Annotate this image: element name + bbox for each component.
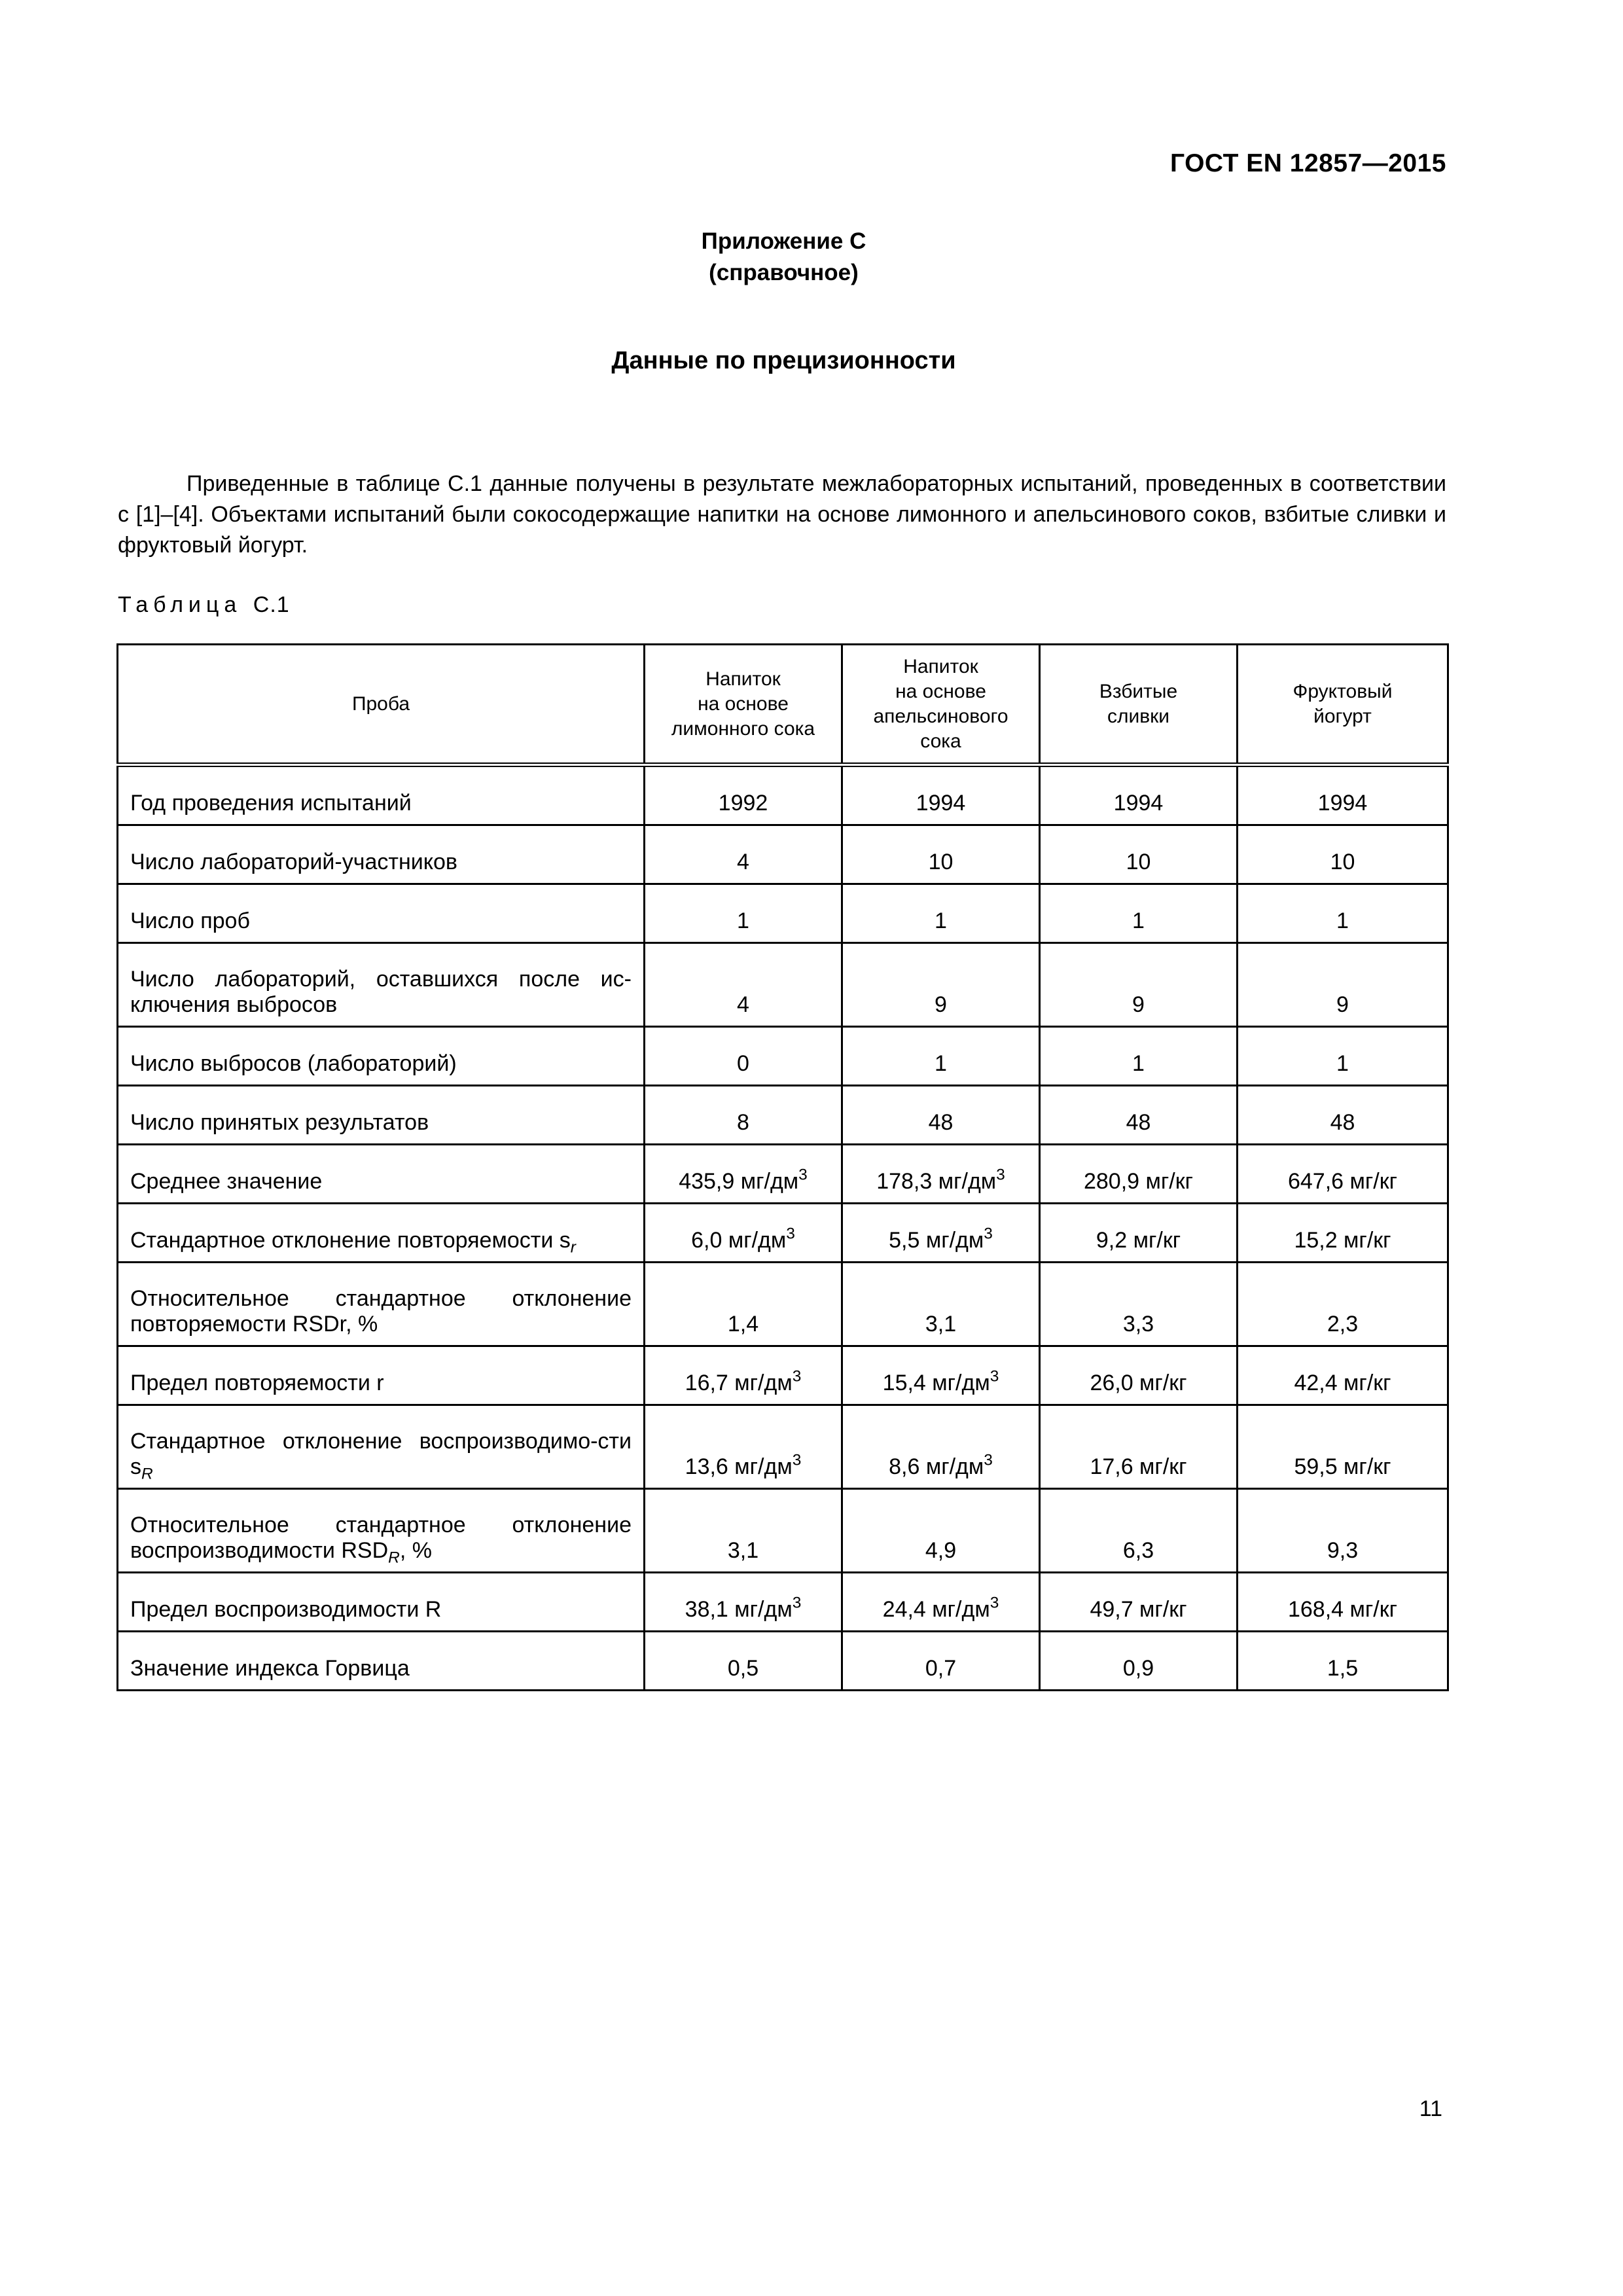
- section-title: Данные по прецизионности: [611, 347, 956, 374]
- table-cell: 1: [1040, 1027, 1238, 1086]
- cell-value: 178,3 мг/дм: [876, 1169, 997, 1194]
- unit-superscript: 3: [996, 1166, 1005, 1184]
- header-whipped-cream: [1040, 645, 1238, 765]
- table-row: [118, 1489, 1448, 1573]
- table-cell: 4,9: [842, 1489, 1040, 1573]
- table-caption-word: Таблица: [118, 592, 242, 617]
- header-lemon-drink-label: Напиток на основе лимонного сока: [671, 668, 815, 740]
- table-row: [118, 1573, 1448, 1632]
- cell-value: 24,4 мг/дм: [882, 1597, 990, 1622]
- unit-superscript: 3: [792, 1594, 802, 1612]
- table-row: [118, 825, 1448, 884]
- header-orange-drink: [842, 645, 1040, 765]
- table-row: [118, 1145, 1448, 1204]
- table-cell: 4: [645, 943, 842, 1027]
- cell-value: 13,6 мг/дм: [685, 1454, 793, 1479]
- table-cell: 1994: [1238, 765, 1448, 825]
- cell-value: 8,6 мг/дм: [889, 1454, 984, 1479]
- table-cell: 1: [842, 884, 1040, 943]
- table-cell: 15,2 мг/кг: [1238, 1204, 1448, 1263]
- table-caption-number: С.1: [253, 592, 290, 617]
- header-fruit-yogurt-label: Фруктовый йогурт: [1293, 680, 1393, 727]
- table-cell: 6,3: [1040, 1489, 1238, 1573]
- table-cell: 48: [1040, 1086, 1238, 1145]
- table-row: [118, 1405, 1448, 1489]
- table-cell: 1,5: [1238, 1632, 1448, 1691]
- precision-data-table: [116, 643, 1449, 1691]
- table-cell: [645, 1405, 842, 1489]
- cell-value: 15,4 мг/дм: [882, 1371, 990, 1395]
- row-label-text: Стандартное отклонение воспроизводимо-сти s: [130, 1429, 632, 1479]
- table-cell: 17,6 мг/кг: [1040, 1405, 1238, 1489]
- row-label-suffix: , %: [399, 1538, 432, 1563]
- table-row: [118, 1027, 1448, 1086]
- table-cell: 3,1: [842, 1263, 1040, 1346]
- appendix-label: Приложение С: [701, 228, 866, 254]
- table-cell: 48: [842, 1086, 1040, 1145]
- cell-value: 5,5 мг/дм: [889, 1228, 984, 1253]
- table-cell: 10: [842, 825, 1040, 884]
- table-cell: 1: [842, 1027, 1040, 1086]
- table-cell: 1994: [1040, 765, 1238, 825]
- unit-superscript: 3: [792, 1367, 802, 1386]
- header-sample-label: Проба: [351, 692, 410, 715]
- table-caption: [118, 592, 290, 618]
- table-cell: 168,4 мг/кг: [1238, 1573, 1448, 1632]
- row-label: Год проведения испытаний: [118, 765, 645, 825]
- row-label-text: Относительное стандартное отклонение воспроизводимости RSD: [130, 1513, 632, 1563]
- header-orange-drink-label: Напиток на основе апельсинового сока: [873, 655, 1008, 752]
- table-cell: 9,3: [1238, 1489, 1448, 1573]
- header-whipped-cream-label: Взбитые сливки: [1099, 680, 1178, 727]
- table-cell: 9,2 мг/кг: [1040, 1204, 1238, 1263]
- table-cell: 1: [645, 884, 842, 943]
- table-header-row: [118, 645, 1448, 765]
- row-label: Предел воспроизводимости R: [118, 1573, 645, 1632]
- table-cell: 48: [1238, 1086, 1448, 1145]
- table-cell: [842, 1405, 1040, 1489]
- row-label-subscript: r: [570, 1238, 576, 1257]
- unit-superscript: 3: [798, 1166, 808, 1184]
- cell-value: 38,1 мг/дм: [685, 1597, 793, 1622]
- row-label: Число лабораторий, оставшихся после ис-ключения выбросов: [118, 943, 645, 1027]
- table-row: [118, 1204, 1448, 1263]
- table-cell: 1994: [842, 765, 1040, 825]
- unit-superscript: 3: [984, 1451, 993, 1469]
- table-cell: 1: [1040, 884, 1238, 943]
- row-label: Число проб: [118, 884, 645, 943]
- unit-superscript: 3: [984, 1225, 993, 1243]
- header-sample: [118, 645, 645, 765]
- row-label: Предел повторяемости r: [118, 1346, 645, 1405]
- table-cell: 26,0 мг/кг: [1040, 1346, 1238, 1405]
- table-cell: 1992: [645, 765, 842, 825]
- header-lemon-drink: [645, 645, 842, 765]
- row-label: Число принятых результатов: [118, 1086, 645, 1145]
- row-label-text: Стандартное отклонение повторяемости s: [130, 1228, 571, 1253]
- table-row: [118, 765, 1448, 825]
- row-label-subscript: R: [388, 1549, 400, 1567]
- row-label: Значение индекса Горвица: [118, 1632, 645, 1691]
- table-cell: 3,1: [645, 1489, 842, 1573]
- document-code: ГОСТ EN 12857—2015: [1169, 149, 1446, 177]
- table-cell: 0: [645, 1027, 842, 1086]
- table-cell: 280,9 мг/кг: [1040, 1145, 1238, 1204]
- appendix-type: (справочное): [709, 260, 859, 285]
- table-cell: 0,9: [1040, 1632, 1238, 1691]
- table-row: [118, 1086, 1448, 1145]
- table-cell: [645, 1346, 842, 1405]
- table-cell: 1: [1238, 1027, 1448, 1086]
- table-row: [118, 1346, 1448, 1405]
- row-label: [118, 1489, 645, 1573]
- table-cell: 647,6 мг/кг: [1238, 1145, 1448, 1204]
- table-cell: 1,4: [645, 1263, 842, 1346]
- cell-value: 6,0 мг/дм: [691, 1228, 787, 1253]
- header-fruit-yogurt: [1238, 645, 1448, 765]
- appendix-heading: [0, 226, 1567, 289]
- table-cell: 0,7: [842, 1632, 1040, 1691]
- table-cell: 49,7 мг/кг: [1040, 1573, 1238, 1632]
- row-label: Число лабораторий-участников: [118, 825, 645, 884]
- table-row: [118, 1263, 1448, 1346]
- table-cell: 10: [1040, 825, 1238, 884]
- table-cell: 9: [1238, 943, 1448, 1027]
- cell-value: 435,9 мг/дм: [679, 1169, 799, 1194]
- table-cell: [842, 1145, 1040, 1204]
- intro-paragraph: Приведенные в таблице С.1 данные получены в результате межлабораторных испытаний, проведенных в соответствии с [1]–[4]. Объектами испытаний были сокосодержащие напитки на основе лимонного и апельсинового соков, взбитые сливки и фруктовый йогурт.: [118, 471, 1446, 558]
- table-body: [118, 765, 1448, 1691]
- row-label: Среднее значение: [118, 1145, 645, 1204]
- table-cell: [645, 1573, 842, 1632]
- unit-superscript: 3: [792, 1451, 802, 1469]
- table-cell: [645, 1145, 842, 1204]
- cell-value: 16,7 мг/дм: [685, 1371, 793, 1395]
- row-label-subscript: R: [141, 1465, 153, 1483]
- page-number: 11: [1419, 2096, 1442, 2121]
- table-row: [118, 1632, 1448, 1691]
- table-cell: 59,5 мг/кг: [1238, 1405, 1448, 1489]
- row-label: Число выбросов (лабораторий): [118, 1027, 645, 1086]
- row-label: Относительное стандартное отклонение повторяемости RSDr, %: [118, 1263, 645, 1346]
- row-label: [118, 1405, 645, 1489]
- table-cell: [645, 1204, 842, 1263]
- table-row: [118, 943, 1448, 1027]
- table-cell: 9: [842, 943, 1040, 1027]
- table-row: [118, 884, 1448, 943]
- table-cell: [842, 1573, 1040, 1632]
- table-cell: 8: [645, 1086, 842, 1145]
- unit-superscript: 3: [990, 1594, 999, 1612]
- table-cell: 0,5: [645, 1632, 842, 1691]
- table-cell: 9: [1040, 943, 1238, 1027]
- row-label: [118, 1204, 645, 1263]
- table-cell: [842, 1346, 1040, 1405]
- table-cell: 4: [645, 825, 842, 884]
- unit-superscript: 3: [786, 1225, 795, 1243]
- table-cell: [842, 1204, 1040, 1263]
- table-cell: 10: [1238, 825, 1448, 884]
- unit-superscript: 3: [990, 1367, 999, 1386]
- table-cell: 42,4 мг/кг: [1238, 1346, 1448, 1405]
- table-cell: 2,3: [1238, 1263, 1448, 1346]
- table-cell: 3,3: [1040, 1263, 1238, 1346]
- table-cell: 1: [1238, 884, 1448, 943]
